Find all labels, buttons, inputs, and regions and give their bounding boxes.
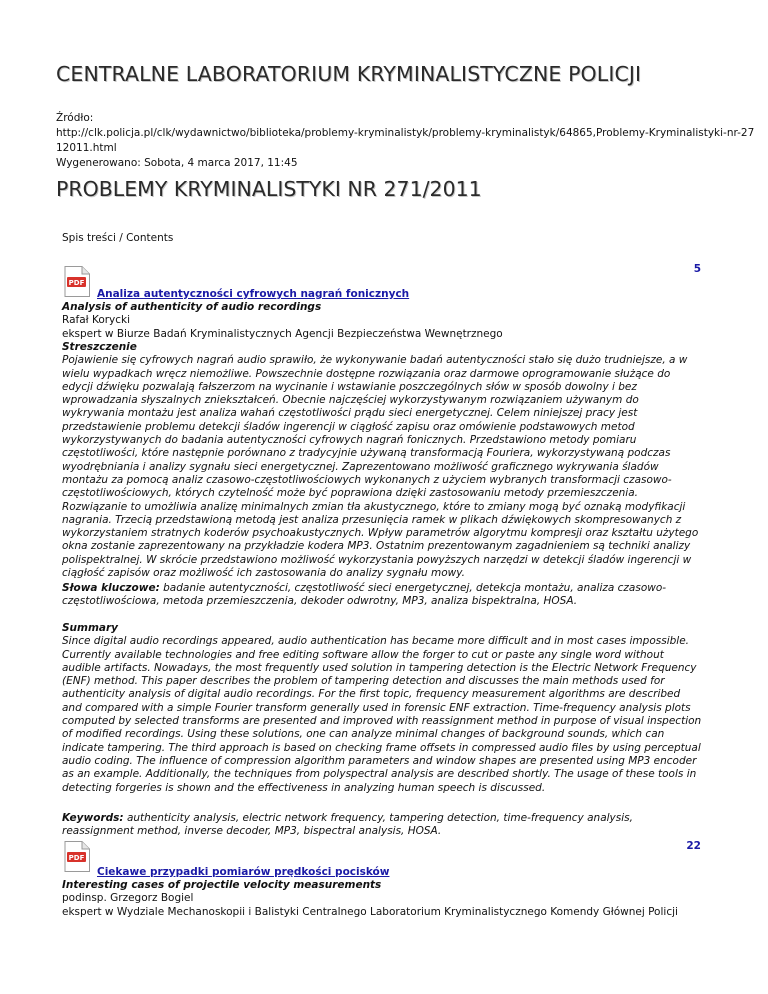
- summary-heading: Summary: [62, 622, 119, 634]
- keywords-en-label: Keywords:: [62, 812, 124, 824]
- keywords-en: [62, 812, 702, 839]
- keywords-label: Słowa kluczowe:: [62, 582, 160, 594]
- pdf-icon[interactable]: [64, 266, 90, 297]
- article-affiliation: ekspert w Biurze Badań Kryminalistycznych Agencji Bezpieczeństwa Wewnętrznego: [62, 327, 503, 340]
- abstract-text: Pojawienie się cyfrowych nagrań audio sprawiło, że wykonywanie badań autentyczności stało się dużo trudniejsze, a w wielu wypadkach wręcz niemożliwe. Powszechnie dostępne rozwiązania oraz darmowe oprogramowanie służące do edycji dźwięku pozwalają fałszerzom na wycinanie i wstawianie poszczególnych słów w sposób dowolny i bez wprowadzania słyszalnych zniekształceń. Obecnie najczęściej wykorzystywanym rozwiązaniem używanym do wykrywania montażu jest analiza wahań częstotliwości prądu sieci energetycznej. Celem niniejszej pracy jest przedstawienie problemu detekcji śladów ingerencji w ciągłość zapisu oraz omówienie podstawowych metod wykorzystywanych do badania autentyczności cyfrowych nagrań fonicznych. Przedstawiono metody pomiaru częstotliwości, które następnie porównano z tradycyjnie używaną transformacją Fouriera, wykorzystywaną podczas wyodrębniania i analizy sygnału sieci energetycznej. Zaprezentowano możliwość graficznego wykrywania śladów montażu za pomocą analiz czasowo-częstotliwościowych wykonanych z użyciem wybranych transformacji czasowo-częstotliwościowych, których czytelność może być poprawiona dzięki zastosowaniu metody przemieszczenia. Rozwiązanie to umożliwia analizę minimalnych zmian tła akustycznego, które to zmiany mogą być oznaką modyfikacji nagrania. Trzecią przedstawioną metodą jest analiza przesunięcia ramek w plikach dźwiękowych skompresowanych z wykorzystaniem stratnych koderów psychoakustycznych. Wpływ parametrów algorytmu kompresji oraz kształtu użytego okna zostanie zaprezentowany na przykładzie kodera MP3. Ostatnim prezentowanym zagadnieniem są techniki analizy polispektralnej. W skrócie przedstawiono możliwość wykorzystania powyższych narzędzi w detekcji śladów ingerencji w ciągłość zapisów oraz możliwość ich zastosowania do analizy sygnału mowy.: [62, 354, 699, 580]
- article-title-en: Analysis of authenticity of audio recordings: [62, 301, 322, 313]
- article-author: Rafał Korycki: [62, 314, 131, 327]
- issue-title: PROBLEMY KRYMINALISTYKI NR 271/2011: [56, 177, 482, 201]
- pdf-icon[interactable]: [64, 841, 90, 872]
- abstract-heading: Streszczenie: [62, 341, 137, 353]
- source-label: Źródło:: [56, 112, 94, 124]
- article-details: [62, 301, 702, 341]
- institution-title: CENTRALNE LABORATORIUM KRYMINALISTYCZNE POLICJI: [56, 62, 642, 86]
- source-url[interactable]: http://clk.policja.pl/clk/wydawnictwo/biblioteka/problemy-kryminalistyk/problemy-kryminalistyk/64865,Problemy-Kryminalistyki-nr-2712011.html: [56, 127, 755, 154]
- summary-section: [62, 622, 702, 795]
- toc-label: Spis treści / Contents: [62, 232, 174, 244]
- summary-text: Since digital audio recordings appeared, audio authentication has became more difficult and in most cases impossible. Currently available technologies and free editing software allow the forger to cut or paste any single word without audible artifacts. Nowadays, the most frequently used solution in tampering detection is the Electric Network Frequency (ENF) method. This paper describes the problem of tampering detection and discusses the main methods used for authenticity analysis of digital audio recordings. For the first topic, frequency measurement algorithms are described and compared with a simple Fourier transform generally used in forensic ENF extraction. Time-frequency analysis plots computed by selected transforms are presented and improved with reassignment method in purpose of visual inspection of modified recordings. Using these solutions, one can analyze minimal changes of background sounds, which can indicate tampering. The third approach is based on checking frame offsets in compressed audio files by using perceptual audio coding. The influence of compression algorithm parameters and window shapes are presented using MP3 encoder as an example. Additionally, the techniques from polyspectral analysis are described shortly. The usage of these tools in detecting forgeries is shown and the effectiveness in analyzing human speech is discussed.: [62, 635, 702, 794]
- article-affiliation: ekspert w Wydziale Mechanoskopii i Balistyki Centralnego Laboratorium Kryminalistycznego Komendy Głównej Policji: [62, 905, 678, 918]
- article-details: [62, 879, 762, 919]
- article-title-link[interactable]: Ciekawe przypadki pomiarów prędkości pocisków: [97, 866, 390, 878]
- abstract-section: [62, 341, 702, 580]
- article-author: podinsp. Grzegorz Bogiel: [62, 892, 194, 905]
- svg-text:PDF: PDF: [68, 279, 85, 287]
- svg-text:PDF: PDF: [68, 854, 85, 862]
- source-info: [56, 111, 756, 171]
- keywords-text: badanie autentyczności, częstotliwość sieci energetycznej, detekcja montażu, analiza czasowo-częstotliwościowa, metoda przemieszczenia, dekoder odwrotny, MP3, analiza bispektralna, HOSA.: [62, 582, 667, 608]
- article-title-link[interactable]: Analiza autentyczności cyfrowych nagrań fonicznych: [97, 288, 410, 300]
- keywords-pl: [62, 582, 702, 609]
- keywords-en-text: authenticity analysis, electric network frequency, tampering detection, time-frequency analysis, reassignment method, inverse decoder, MP3, bispectral analysis, HOSA.: [62, 812, 633, 838]
- article-page-number[interactable]: 5: [693, 263, 701, 275]
- article-title-en: Interesting cases of projectile velocity measurements: [62, 879, 382, 891]
- article-page-number[interactable]: 22: [686, 840, 701, 852]
- generated-date: Wygenerowano: Sobota, 4 marca 2017, 11:45: [56, 157, 298, 169]
